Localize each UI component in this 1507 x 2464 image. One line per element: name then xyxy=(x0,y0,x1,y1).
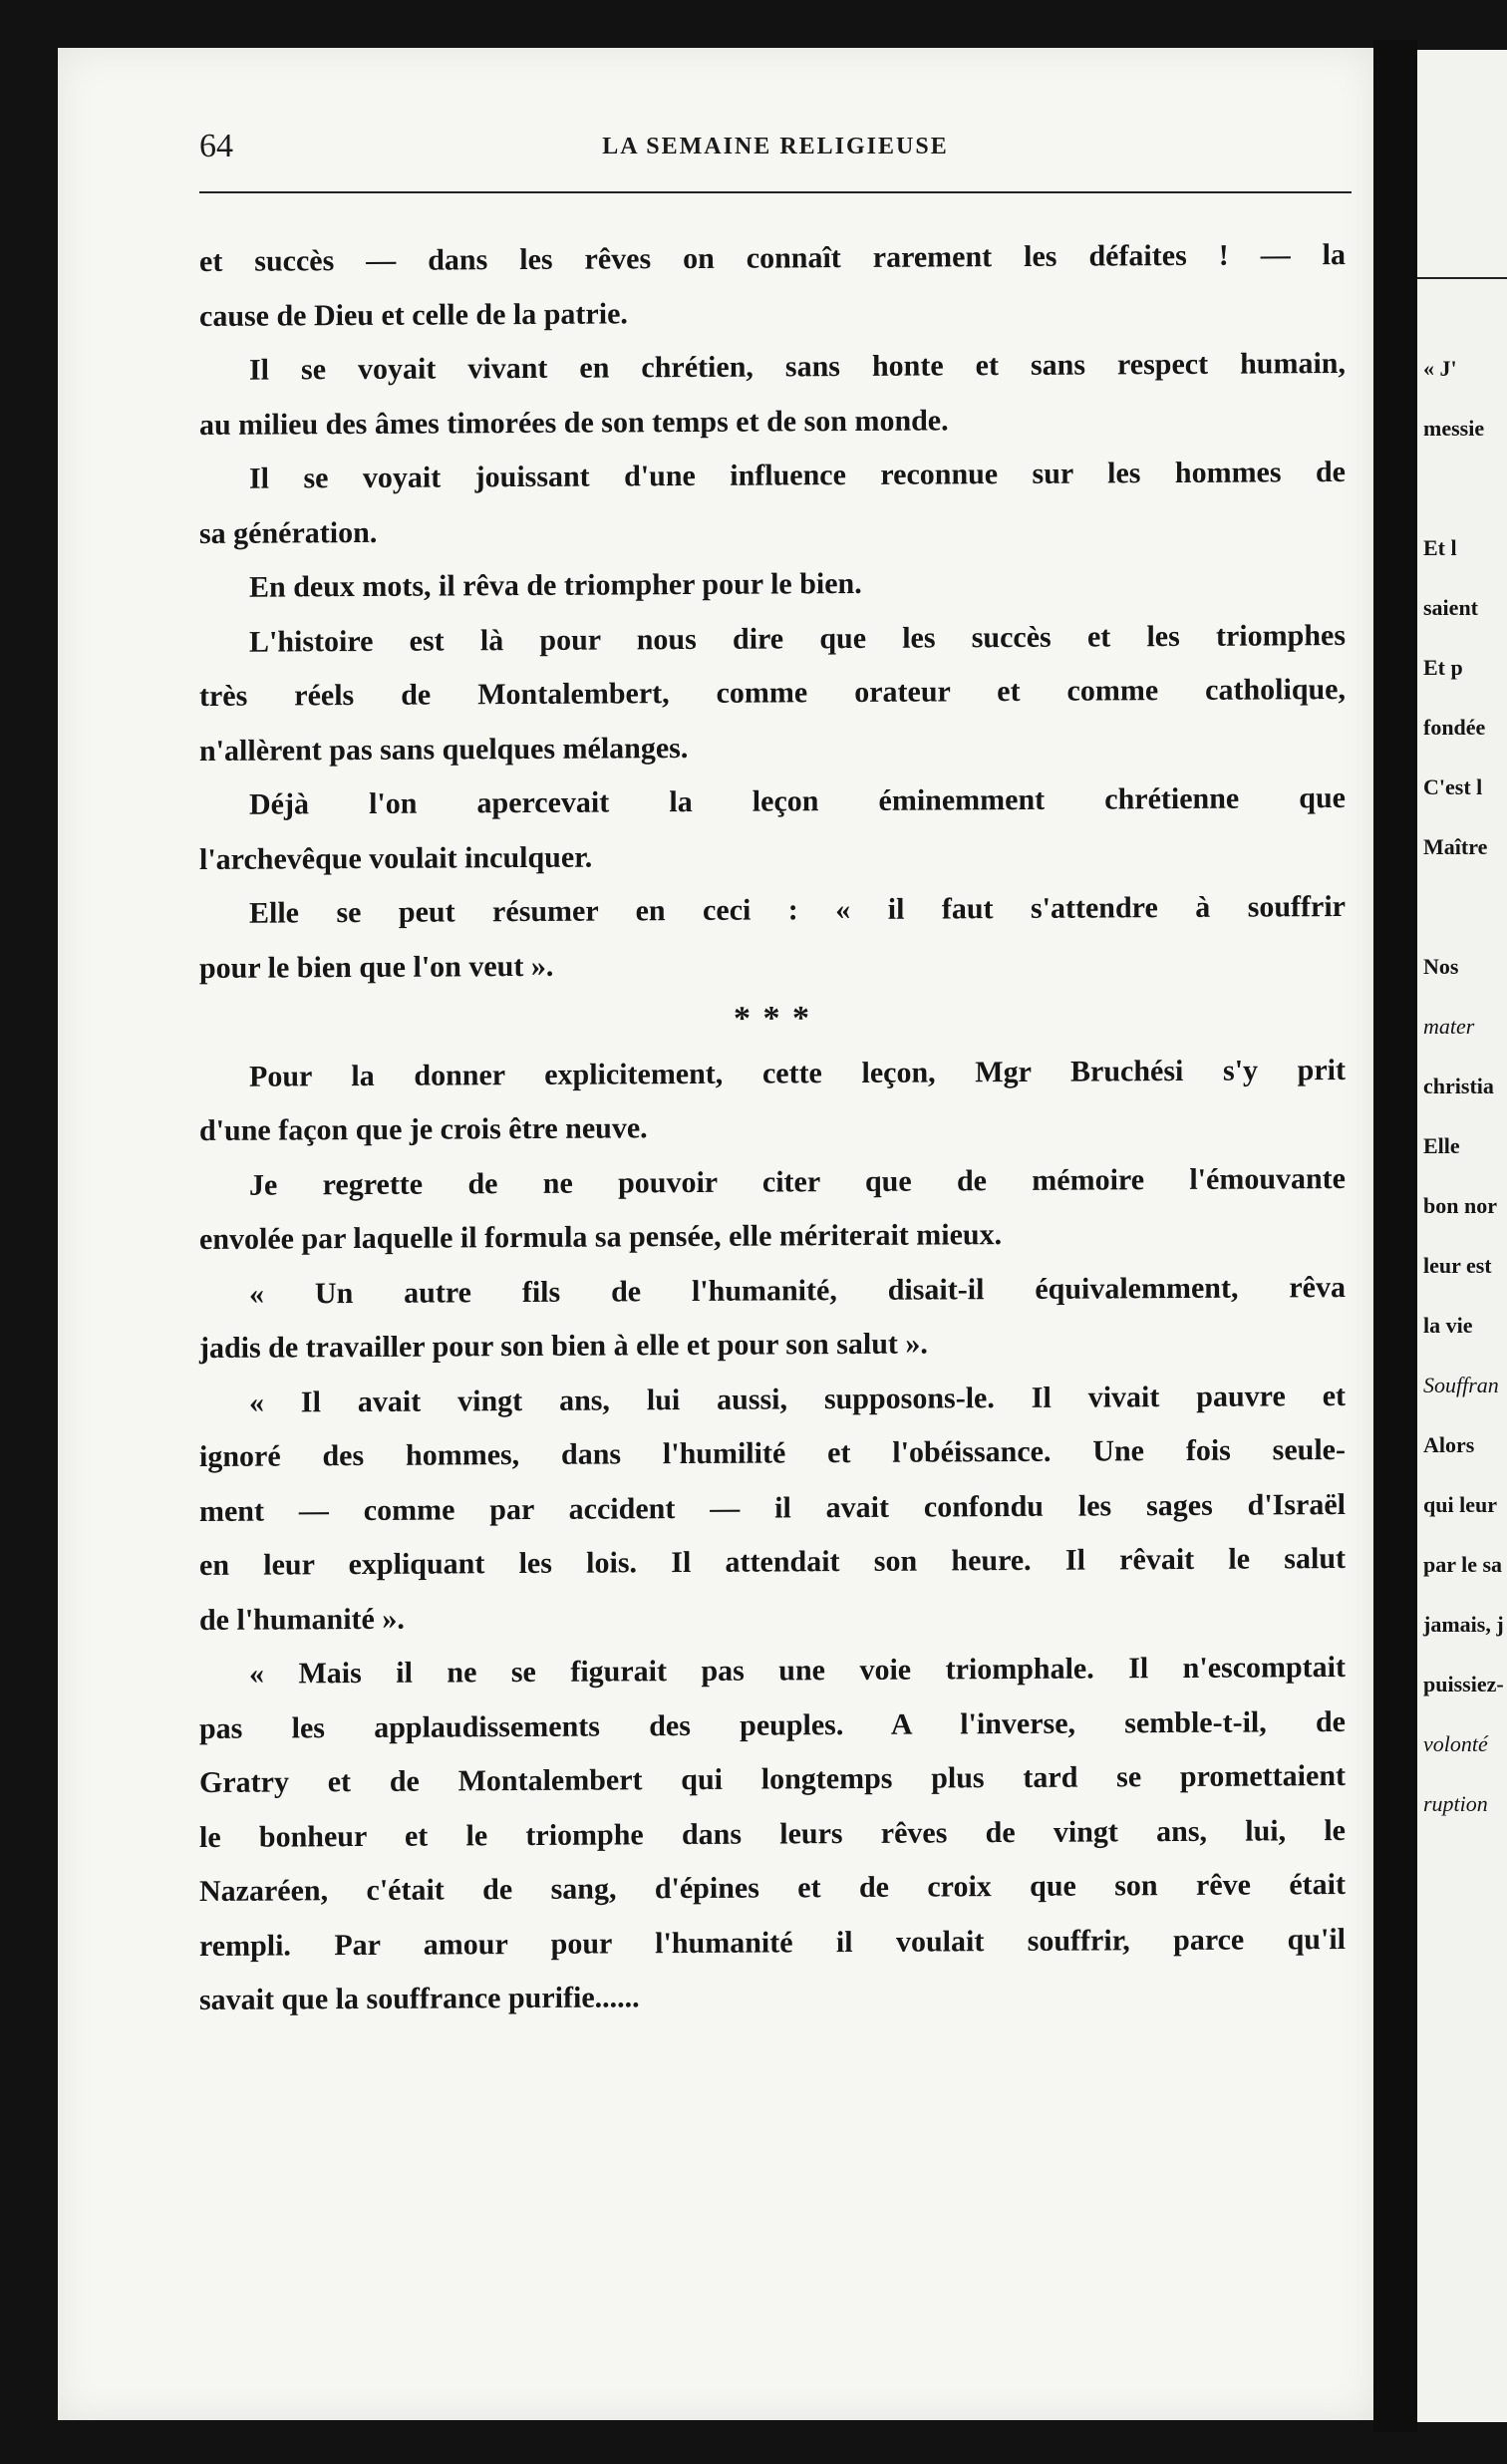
right-page-fragment: Nos xyxy=(1423,954,1459,979)
text-line: cause de Dieu et celle de la patrie. xyxy=(199,296,628,333)
header-rule xyxy=(199,191,1352,193)
right-page-fragment: qui leur xyxy=(1423,1492,1497,1517)
right-page-fragment: Maître xyxy=(1423,834,1488,859)
text-line: au milieu des âmes timorées de son temps et de son monde. xyxy=(199,403,949,442)
right-page-fragment: Et l xyxy=(1423,535,1457,560)
text-line: n'allèrent pas sans quelques mélanges. xyxy=(199,731,689,768)
right-page-fragment: « J' xyxy=(1423,356,1457,381)
text-line: rempli. Par amour pour l'humanité il voulait souffrir, parce qu'il xyxy=(199,1922,1346,1963)
text-line: Il se voyait jouissant d'une influence reconnue sur les hommes de xyxy=(249,455,1346,495)
text-line: « Il avait vingt ans, lui aussi, supposons-le. Il vivait pauvre et xyxy=(249,1379,1346,1419)
text-line: Gratry et de Montalembert qui longtemps plus tard se promettaient xyxy=(199,1758,1346,1799)
text-line: en leur expliquant les lois. Il attendait son heure. Il rêvait le salut xyxy=(199,1541,1346,1582)
text-line: pas les applaudissements des peuples. A l'inverse, semble-t-il, de xyxy=(199,1704,1346,1745)
right-page-fragment: jamais, j xyxy=(1423,1612,1504,1637)
right-header-rule xyxy=(1417,277,1507,279)
text-line: Il se voyait vivant en chrétien, sans honte et sans respect humain, xyxy=(249,346,1346,387)
text-line: l'archevêque voulait inculquer. xyxy=(199,840,593,876)
running-head: LA SEMAINE RELIGIEUSE xyxy=(602,134,949,159)
text-line: En deux mots, il rêva de triompher pour le bien. xyxy=(249,566,862,604)
text-line: Elle se peut résumer en ceci : « il faut s'attendre à souffrir xyxy=(249,889,1346,930)
right-page-fragment: Et p xyxy=(1423,655,1463,680)
text-line: L'histoire est là pour nous dire que les succès et les triomphes xyxy=(249,618,1346,659)
right-page-fragment: Alors xyxy=(1423,1432,1475,1457)
right-page-fragment: mater xyxy=(1423,1014,1475,1039)
right-page-fragment: saient xyxy=(1423,595,1478,620)
text-line: « Un autre fils de l'humanité, disait-il équivalemment, rêva xyxy=(249,1270,1346,1311)
right-page-fragment: puissiez- xyxy=(1423,1672,1504,1696)
right-page-fragment: par le sa xyxy=(1423,1552,1503,1577)
binding-gutter xyxy=(1373,40,1417,2432)
right-page-fragment: ruption xyxy=(1423,1791,1488,1816)
page-number: 64 xyxy=(199,128,233,164)
right-page-fragment: C'est l xyxy=(1423,774,1483,799)
text-line: sa génération. xyxy=(199,515,378,550)
right-page-fragment: Souffran xyxy=(1423,1373,1499,1397)
right-page-fragment: messie xyxy=(1423,416,1485,441)
text-line: jadis de travailler pour son bien à elle et pour son salut ». xyxy=(199,1327,928,1365)
body-text xyxy=(199,228,1346,2028)
text-line: très réels de Montalembert, comme orateur et comme catholique, xyxy=(199,672,1346,713)
text-line: Je regrette de ne pouvoir citer que de mémoire l'émouvante xyxy=(249,1161,1346,1202)
right-page-fragment: Elle xyxy=(1423,1133,1460,1158)
right-page-fragment: bon nor xyxy=(1423,1193,1497,1218)
text-line: Déjà l'on apercevait la leçon éminemment chrétienne que xyxy=(249,780,1346,821)
text-line: Nazaréen, c'était de sang, d'épines et de croix que son rêve était xyxy=(199,1867,1346,1908)
text-line: et succès — dans les rêves on connaît rarement les défaites ! — la xyxy=(199,237,1346,278)
right-page-fragment: fondée xyxy=(1423,715,1486,740)
text-line: envolée par laquelle il formula sa pensée, elle mériterait mieux. xyxy=(199,1218,1003,1256)
text-line: Pour la donner explicitement, cette leçon, Mgr Bruchési s'y prit xyxy=(249,1053,1346,1093)
right-page-fragment xyxy=(1423,459,1507,518)
text-line: ment — comme par accident — il avait confondu les sages d'Israël xyxy=(199,1487,1346,1528)
right-page-fragment: christia xyxy=(1423,1074,1494,1098)
right-page-fragment: leur est xyxy=(1423,1253,1492,1278)
text-line: d'une façon que je crois être neuve. xyxy=(199,1111,648,1147)
right-page xyxy=(1417,50,1507,2422)
asterism-divider: * * * xyxy=(734,1000,811,1038)
right-page-fragment: la vie xyxy=(1423,1313,1473,1338)
right-page-fragment xyxy=(1423,877,1507,937)
page-header xyxy=(199,128,1352,187)
text-line: de l'humanité ». xyxy=(199,1602,405,1637)
text-line: pour le bien que l'on veut ». xyxy=(199,949,554,985)
text-line: le bonheur et le triomphe dans leurs rêves de vingt ans, lui, le xyxy=(199,1813,1346,1854)
right-page-text xyxy=(1423,339,1507,1834)
text-line: « Mais il ne se figurait pas une voie triomphale. Il n'escomptait xyxy=(249,1650,1346,1691)
text-line: ignoré des hommes, dans l'humilité et l'obéissance. Une fois seule- xyxy=(199,1432,1346,1473)
text-line: savait que la souffrance purifie...... xyxy=(199,1981,640,2016)
right-page-fragment: volonté xyxy=(1423,1731,1488,1756)
